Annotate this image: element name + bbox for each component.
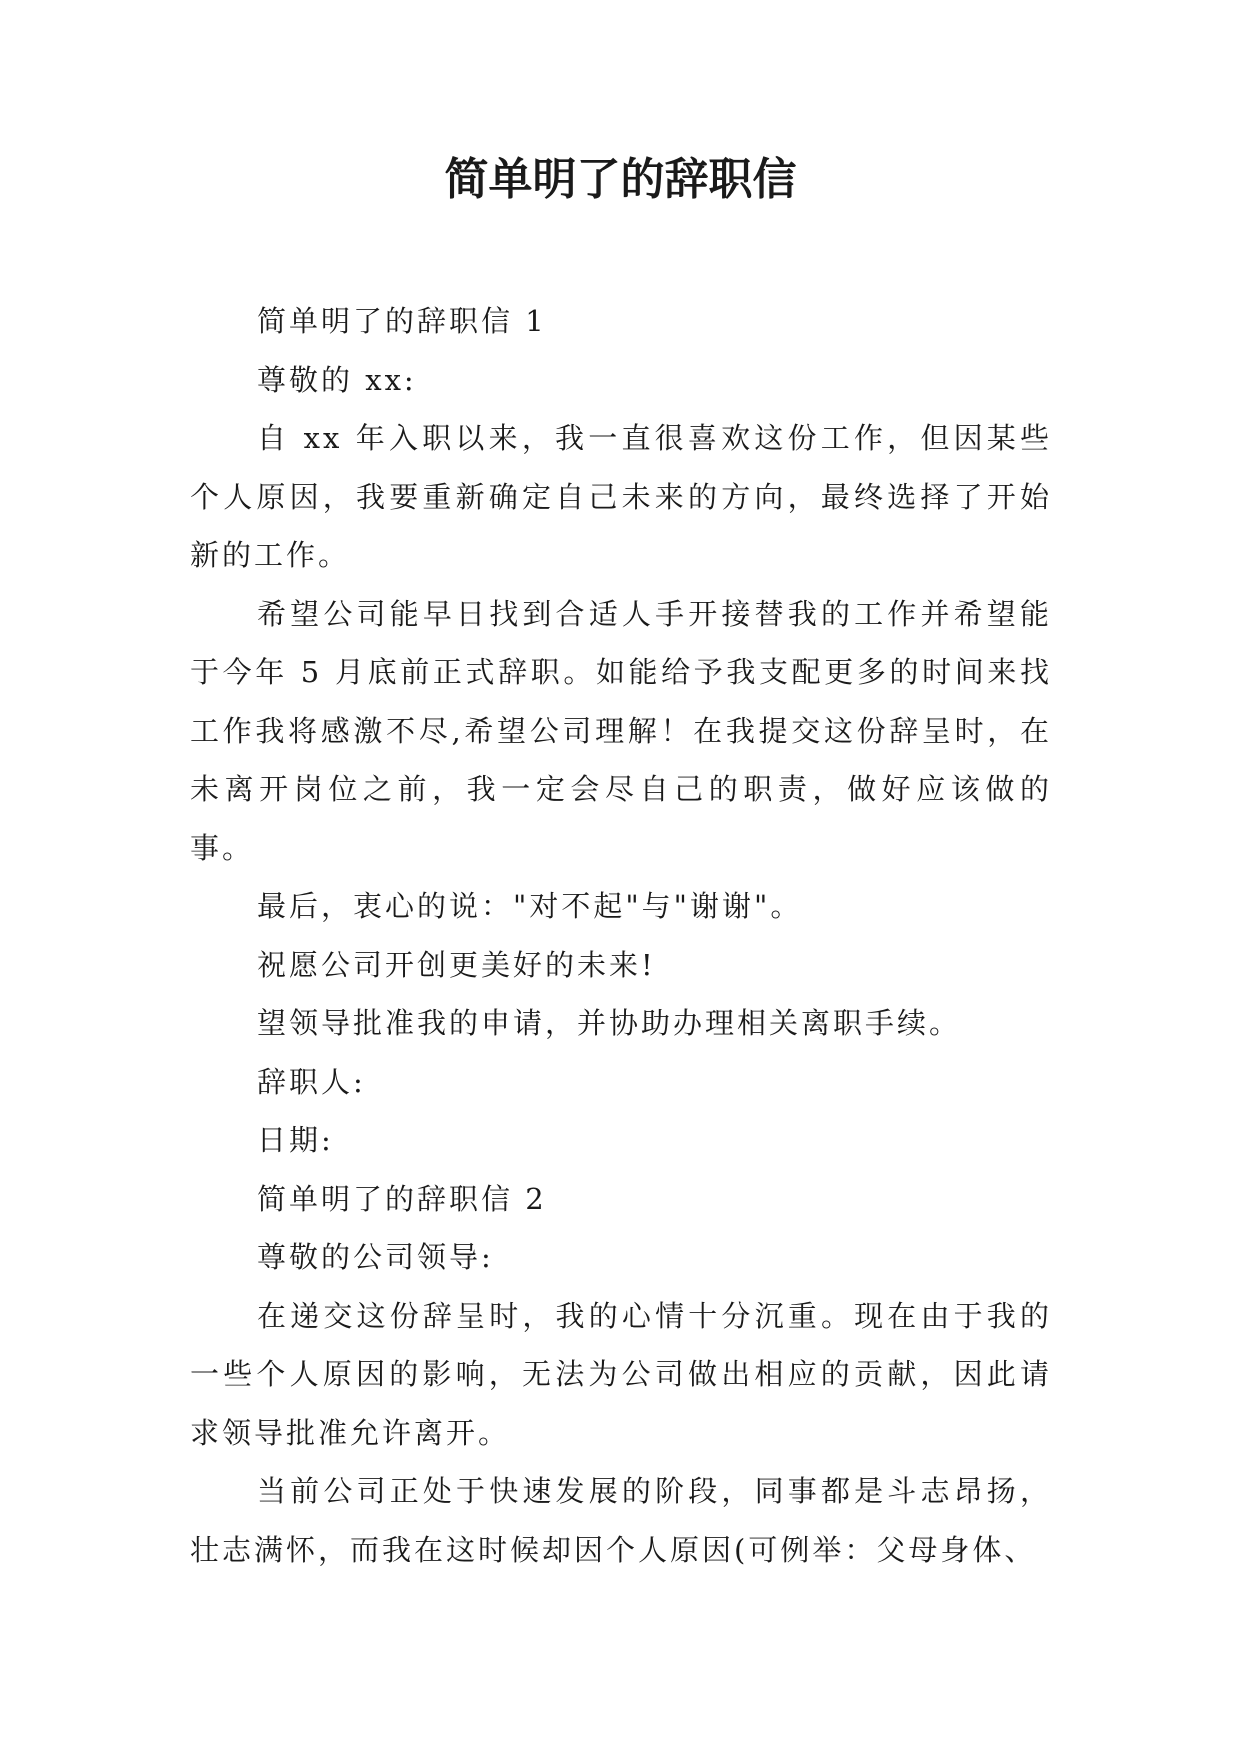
letter-1-paragraph: 自 xx 年入职以来，我一直很喜欢这份工作，但因某些个人原因，我要重新确定自己未来的方向，最终选择了开始新的工作。 <box>190 421 1052 572</box>
letter-1-paragraph: 希望公司能早日找到合适人手开接替我的工作并希望能于今年 5 月底前正式辞职。如能给予我支配更多的时间来找工作我将感激不尽,希望公司理解！在我提交这份辞呈时，在未离开岗位之前，我一定会尽自己的职责，做好应该做的事。 <box>190 596 1052 865</box>
letter-1-paragraph: 最后，衷心的说："对不起"与"谢谢"。 <box>257 889 803 923</box>
letter-2-salutation: 尊敬的公司领导: <box>257 1240 494 1274</box>
document-body <box>190 292 1052 1579</box>
letter-1-date: 日期: <box>257 1123 334 1157</box>
letter-1-paragraph: 望领导批准我的申请，并协助办理相关离职手续。 <box>257 1006 962 1040</box>
letter-1-salutation: 尊敬的 xx: <box>257 362 417 397</box>
document-title: 简单明了的辞职信 <box>444 154 797 205</box>
letter-1-signature: 辞职人: <box>257 1064 366 1099</box>
letter-2-paragraph: 当前公司正处于快速发展的阶段，同事都是斗志昂扬，壮志满怀，而我在这时候却因个人原因(可例举：父母身体、 <box>190 1474 1052 1567</box>
letter-2-paragraph: 在递交这份辞呈时，我的心情十分沉重。现在由于我的一些个人原因的影响，无法为公司做出相应的贡献，因此请求领导批准允许离开。 <box>190 1298 1052 1450</box>
letter-1-heading: 简单明了的辞职信 1 <box>257 304 547 338</box>
letter-2-heading: 简单明了的辞职信 2 <box>257 1181 547 1216</box>
letter-1-paragraph: 祝愿公司开创更美好的未来! <box>257 947 656 982</box>
